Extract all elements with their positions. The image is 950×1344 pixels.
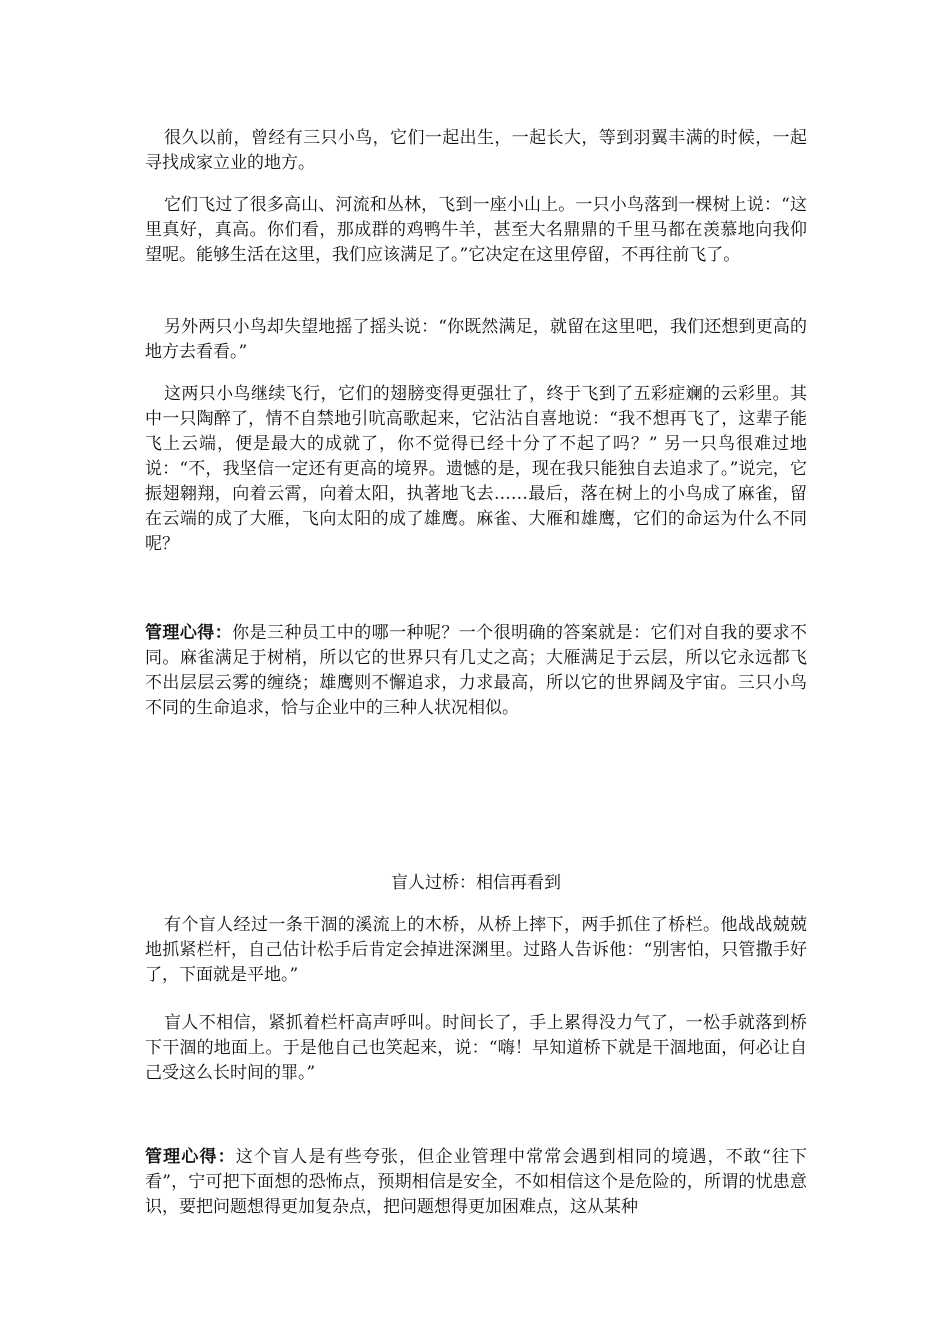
story2-insight bbox=[145, 1145, 807, 1220]
insight-label: 管理心得： bbox=[145, 1147, 236, 1167]
story1-paragraph-3: 另外两只小鸟却失望地摇了摇头说：“你既然满足，就留在这里吧，我们还想到更高的地方去看看。” bbox=[145, 317, 807, 362]
story2-paragraph-2: 盲人不相信，紧抓着栏杆高声呼叫。时间长了，手上累得没力气了，一松手就落到桥下干涸的地面上。于是他自己也笑起来，说：“嗨！早知道桥下就是干涸地面，何必让自己受这么长时间的罪。” bbox=[145, 1013, 807, 1083]
insight-text: 你是三种员工中的哪一种呢？一个很明确的答案就是：它们对自我的要求不同。麻雀满足于树梢，所以它的世界只有几丈之高；大雁满足于云层，所以它永远都飞不出层层云雾的缠绕；雄鹰则不懈追求，力求最高，所以它的世界阔及宇宙。三只小鸟不同的生命追求，恰与企业中的三种人状况相似。 bbox=[145, 623, 808, 718]
story1-insight bbox=[145, 621, 807, 721]
story2-title: 盲人过桥：相信再看到 bbox=[391, 873, 561, 893]
insight-text: 这个盲人是有些夸张，但企业管理中常常会遇到相同的境遇，不敢“往下看”，宁可把下面想的恐怖点，预期相信是安全，不如相信这个是危险的，所谓的忧患意识，要把问题想得更加复杂点，把问题想得更加困难点，这从某种 bbox=[145, 1147, 808, 1217]
story1-paragraph-4: 这两只小鸟继续飞行，它们的翅膀变得更强壮了，终于飞到了五彩症斓的云彩里。其中一只陶醉了，情不自禁地引吭高歌起来，它沾沾自喜地说：“我不想再飞了，这辈子能飞上云端，便是最大的成就了，你不觉得已经十分了不起了吗？” 另一只鸟很难过地说：“不，我坚信一定还有更高的境界。遗憾的是，现在我只能独自去追求了。”说完，它振翅翱翔，向着云霄，向着太阳，执著地飞去……最后，落在树上的小鸟成了麻雀，留在云端的成了大雁，飞向太阳的成了雄鹰。麻雀、大雁和雄鹰，它们的命运为什么不同呢？ bbox=[145, 384, 807, 554]
story1-paragraph-2: 它们飞过了很多高山、河流和丛林，飞到一座小山上。一只小鸟落到一棵树上说：“这里真好，真高。你们看，那成群的鸡鸭牛羊，甚至大名鼎鼎的千里马都在羡慕地向我仰望呢。能够生活在这里，我们应该满足了。”它决定在这里停留，不再往前飞了。 bbox=[145, 195, 807, 265]
story2-paragraph-1: 有个盲人经过一条干涸的溪流上的木桥，从桥上摔下，两手抓住了桥栏。他战战兢兢地抓紧栏杆，自己估计松手后肯定会掉进深渊里。过路人告诉他：“别害怕，只管撒手好了，下面就是平地。” bbox=[145, 915, 807, 985]
insight-label: 管理心得： bbox=[145, 623, 233, 643]
story1-paragraph-1: 很久以前，曾经有三只小鸟，它们一起出生，一起长大，等到羽翼丰满的时候，一起寻找成家立业的地方。 bbox=[145, 128, 807, 173]
